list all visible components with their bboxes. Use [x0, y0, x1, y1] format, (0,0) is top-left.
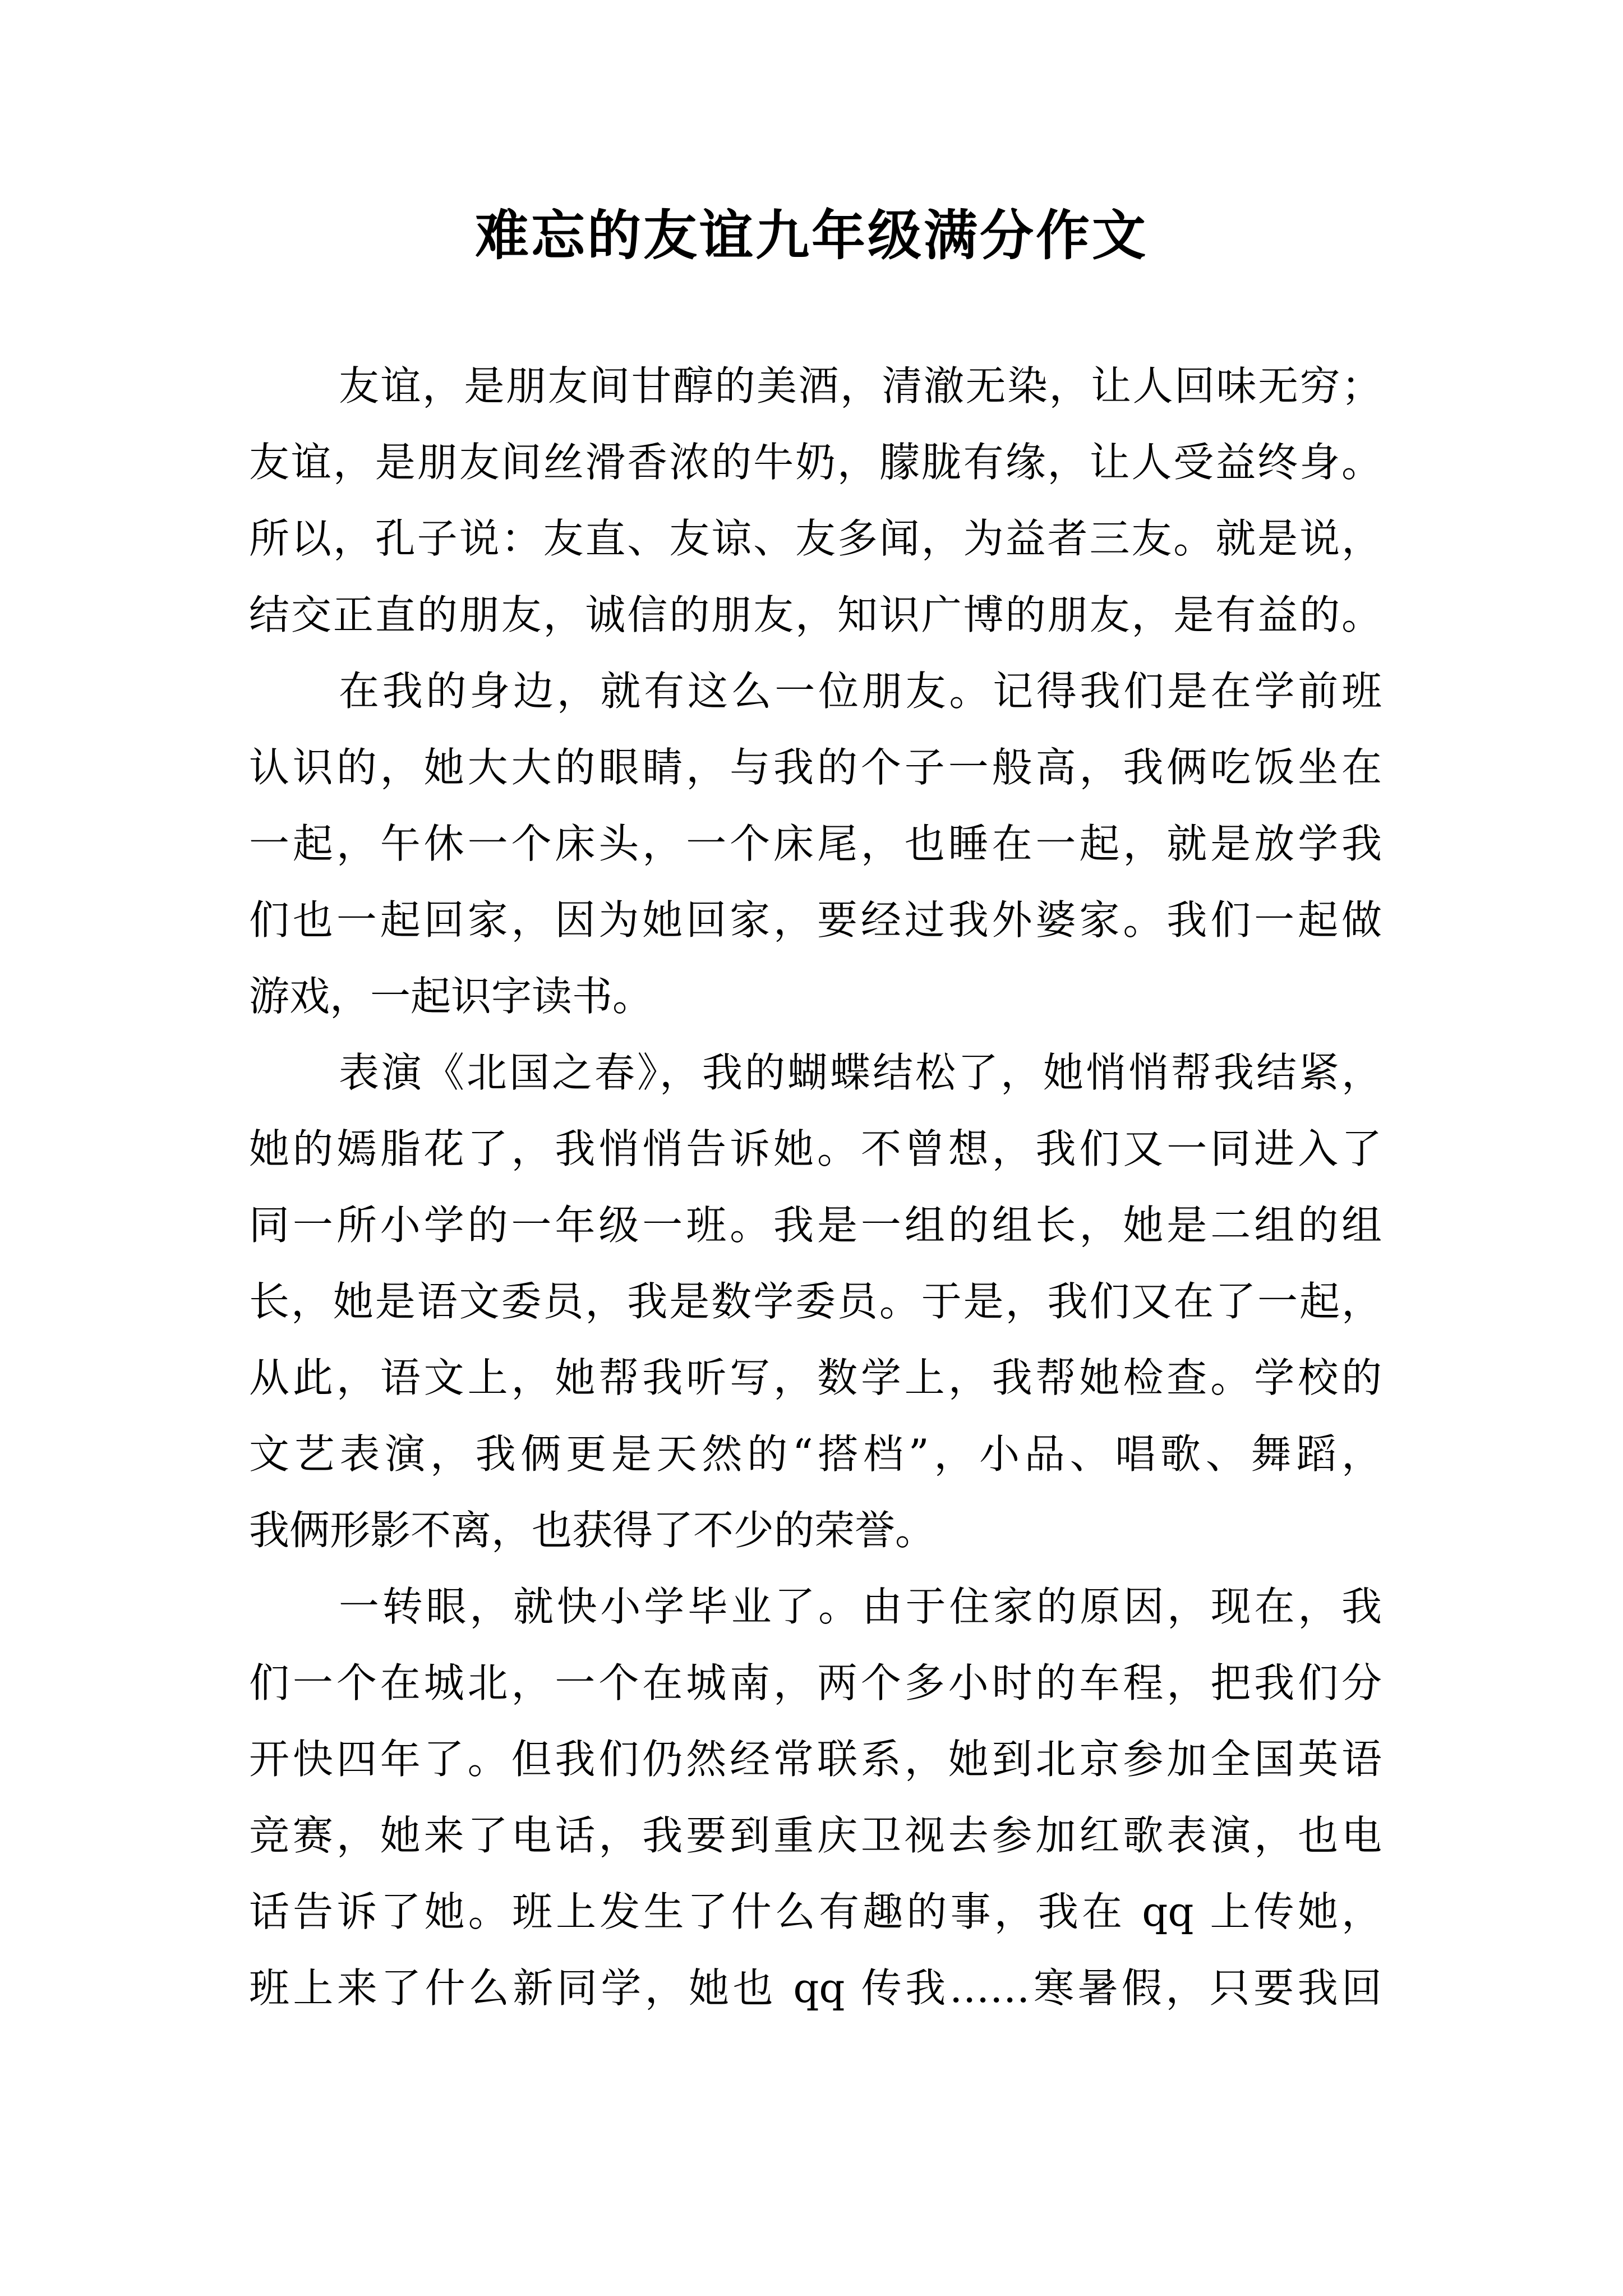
text-line: 游戏，一起识字读书。	[249, 973, 653, 1020]
text-line: 结交正直的朋友，诚信的朋友，知识广博的朋友，是有益的。	[249, 591, 1382, 638]
paragraph	[249, 1034, 1382, 1568]
text-line: 她的嫣脂花了，我悄悄告诉她。不曾想，我们又一同进入了	[249, 1125, 1382, 1172]
text-line: 所以，孔子说：友直、友谅、友多闻，为益者三友。就是说，	[249, 515, 1382, 562]
text-line: 友谊，是朋友间丝滑香浓的牛奶，朦胧有缘，让人受益终身。	[249, 439, 1382, 486]
document-body	[249, 348, 1382, 2026]
text-line: 班上来了什么新同学，她也 qq 传我……寒暑假，只要我回	[249, 1964, 1382, 2012]
text-line: 我俩形影不离，也获得了不少的荣誉。	[249, 1507, 936, 1554]
text-line: 开快四年了。但我们仍然经常联系，她到北京参加全国英语	[249, 1736, 1382, 1783]
text-line: 从此，语文上，她帮我听写，数学上，我帮她检查。学校的	[249, 1354, 1382, 1401]
document-title: 难忘的友谊九年级满分作文	[475, 204, 1148, 267]
text-line: 在我的身边，就有这么一位朋友。记得我们是在学前班	[339, 668, 1382, 715]
text-line: 表演《北国之春》，我的蝴蝶结松了，她悄悄帮我结紧，	[339, 1049, 1382, 1096]
text-line: 话告诉了她。班上发生了什么有趣的事，我在 qq 上传她，	[249, 1888, 1382, 1935]
text-line: 长，她是语文委员，我是数学委员。于是，我们又在了一起，	[249, 1278, 1382, 1325]
text-line: 友谊，是朋友间甘醇的美酒，清澈无染，让人回味无穷；	[339, 362, 1382, 409]
text-line: 们也一起回家，因为她回家，要经过我外婆家。我们一起做	[249, 896, 1382, 944]
text-line: 认识的，她大大的眼睛，与我的个子一般高，我俩吃饭坐在	[249, 744, 1382, 791]
text-line: 一转眼，就快小学毕业了。由于住家的原因，现在，我	[339, 1583, 1382, 1630]
paragraph	[249, 348, 1382, 653]
text-line: 竞赛，她来了电话，我要到重庆卫视去参加红歌表演，也电	[249, 1812, 1382, 1859]
text-line: 同一所小学的一年级一班。我是一组的组长，她是二组的组	[249, 1202, 1382, 1249]
text-line: 文艺表演，我俩更是天然的“搭档”，小品、唱歌、舞蹈，	[249, 1430, 1382, 1478]
paragraph	[249, 653, 1382, 1034]
paragraph	[249, 1568, 1382, 2026]
text-line: 们一个在城北，一个在城南，两个多小时的车程，把我们分	[249, 1659, 1382, 1706]
text-line: 一起，午休一个床头，一个床尾，也睡在一起，就是放学我	[249, 820, 1382, 867]
